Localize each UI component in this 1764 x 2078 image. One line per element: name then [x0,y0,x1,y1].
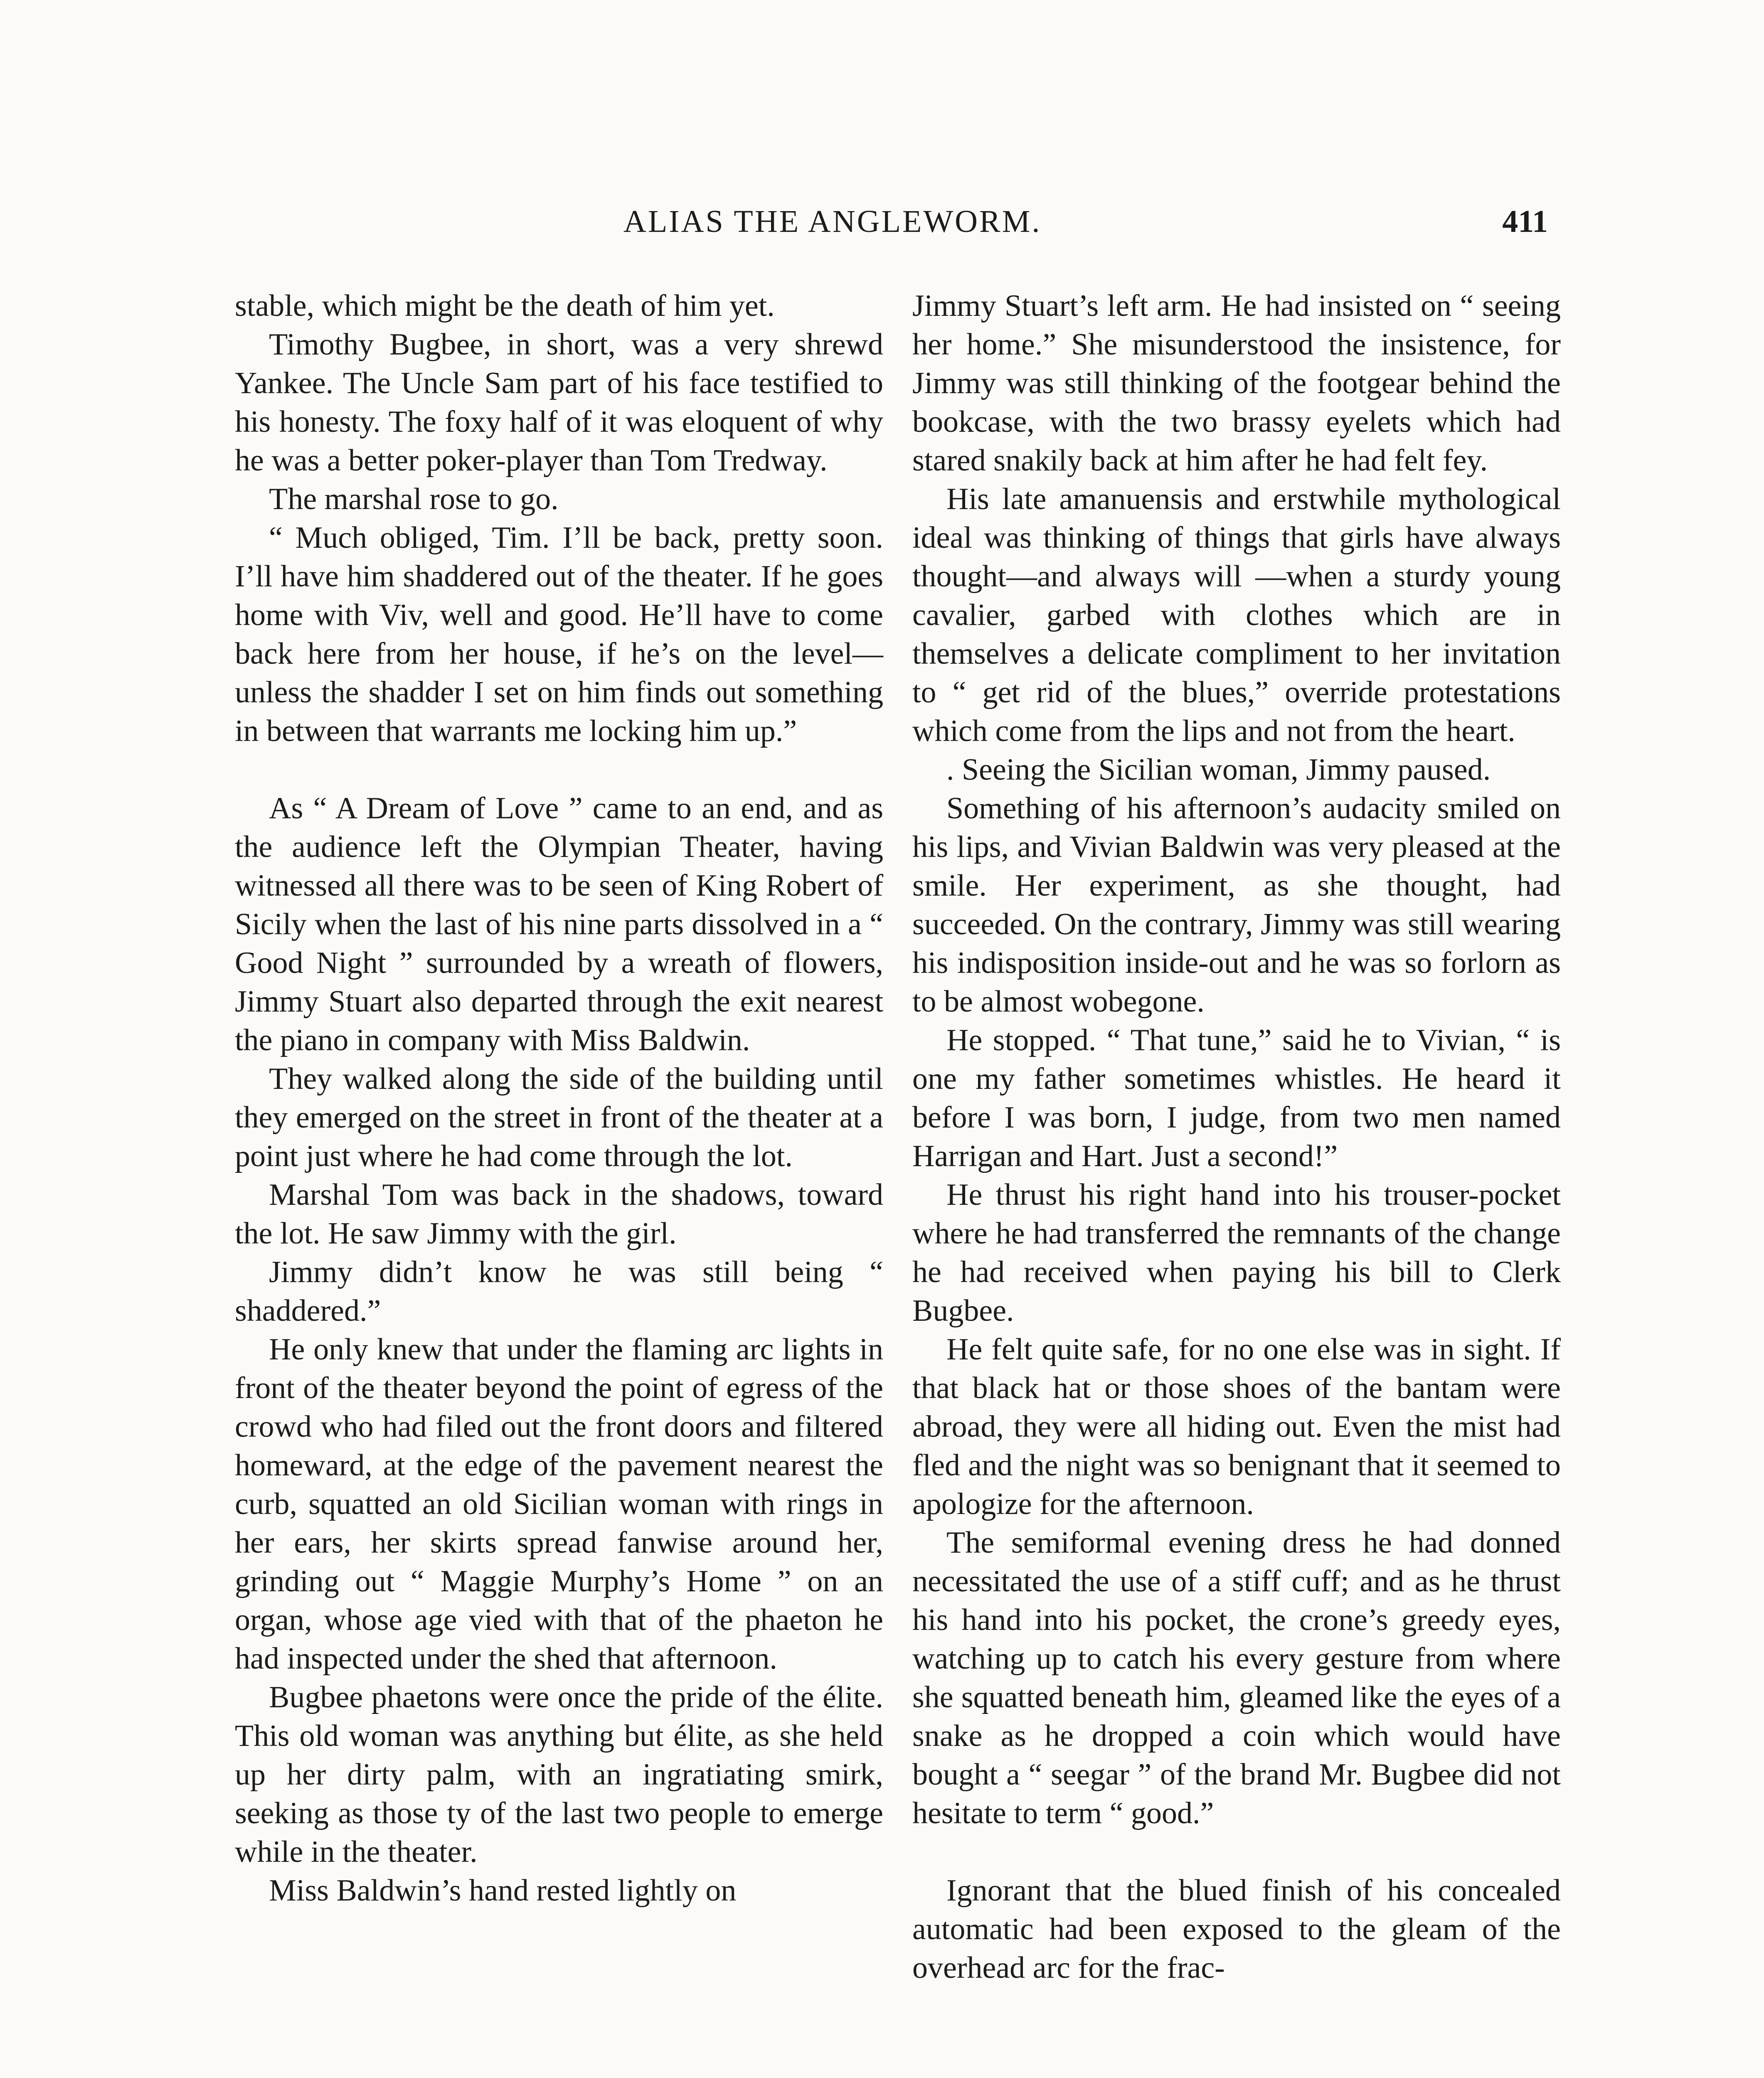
paragraph: His late amanuensis and erstwhile mythological ideal was thinking of things that girls have always thought—and always will —when a sturdy young cavalier, garbed with clothes which are in themselves a delicate compliment to her invitation to “ get rid of the blues,” override protestations which come from the lips and not from the heart. [912,482,1561,748]
paragraph: Marshal Tom was back in the shadows, toward the lot. He saw Jimmy with the girl. [235,1178,883,1251]
left-column [235,287,883,1910]
paragraph: He thrust his right hand into his trouser-pocket where he had transferred the remnants of the change he had received when paying his bill to Clerk Bugbee. [912,1178,1561,1328]
paragraph: The semiformal evening dress he had donned necessitated the use of a stiff cuff; and as he thrust his hand into his pocket, the crone’s greedy eyes, watching up to catch his every gesture from where she squatted beneath him, gleamed like the eyes of a snake as he dropped a coin which would have bought a “ seegar ” of the brand Mr. Bugbee did not hesitate to term “ good.” [912,1526,1561,1830]
paragraph: Timothy Bugbee, in short, was a very shrewd Yankee. The Uncle Sam part of his face testified to his honesty. The foxy half of it was eloquent of why he was a better poker-player than Tom Tredway. [235,327,883,478]
paragraph: stable, which might be the death of him yet. [235,289,775,323]
paragraph: Something of his afternoon’s audacity smiled on his lips, and Vivian Baldwin was very pleased at the smile. Her experiment, as she thought, had succeeded. On the contrary, Jimmy was still wearing his indisposition inside-out and he was so forlorn as to be almost wobegone. [912,791,1561,1019]
paragraph: Miss Baldwin’s hand rested lightly on [269,1874,737,1908]
paragraph: They walked along the side of the building until they emerged on the street in front of the theater at a point just where he had come through the lot. [235,1062,883,1173]
right-column [912,287,1561,1987]
paragraph: As “ A Dream of Love ” came to an end, and as the audience left the Olympian Theater, having witnessed all there was to be seen of King Robert of Sicily when the last of his nine parts dissolved in a “ Good Night ” surrounded by a wreath of flowers, Jimmy Stuart also departed through the exit nearest the piano in company with Miss Baldwin. [235,791,883,1057]
paragraph: “ Much obliged, Tim. I’ll be back, pretty soon. I’ll have him shaddered out of the theater. If he goes home with Viv, well and good. He’ll have to come back here from her house, if he’s on the level—unless the shadder I set on him finds out something in between that warrants me locking him up.” [235,521,883,748]
paragraph: Jimmy didn’t know he was still being “ shaddered.” [235,1255,883,1328]
paragraph: Ignorant that the blued finish of his concealed automatic had been exposed to the gleam of the overhead arc for the frac- [912,1874,1561,1985]
paragraph: The marshal rose to go. [269,482,559,516]
paragraph: Jimmy Stuart’s left arm. He had insisted on “ seeing her home.” She misunderstood the insistence, for Jimmy was still thinking of the footgear behind the bookcase, with the two brassy eyelets which had stared snakily back at him after he had felt fey. [912,289,1561,478]
running-head: ALIAS THE ANGLEWORM. [623,204,1042,239]
paragraph: He stopped. “ That tune,” said he to Vivian, “ is one my father sometimes whistles. He heard it before I was born, I judge, from two men named Harrigan and Hart. Just a second!” [912,1023,1561,1173]
paragraph: He only knew that under the flaming arc lights in front of the theater beyond the point of egress of the crowd who had filed out the front doors and filtered homeward, at the edge of the pavement nearest the curb, squatted an old Sicilian woman with rings in her ears, her skirts spread fanwise around her, grinding out “ Maggie Murphy’s Home ” on an organ, whose age vied with that of the phaeton he had inspected under the shed that afternoon. [235,1332,883,1676]
paragraph: Bugbee phaetons were once the pride of the élite. This old woman was anything but élite, as she held up her dirty palm, with an ingratiating smirk, seeking as those ty of the last two people to emerge while in the theater. [235,1680,883,1869]
page-number: 411 [1502,204,1548,239]
paragraph: . Seeing the Sicilian woman, Jimmy paused. [946,753,1491,787]
paragraph: He felt quite safe, for no one else was in sight. If that black hat or those shoes of the bantam were abroad, they were all hiding out. Even the mist had fled and the night was so benignant that it seemed to apologize for the afternoon. [912,1332,1561,1521]
